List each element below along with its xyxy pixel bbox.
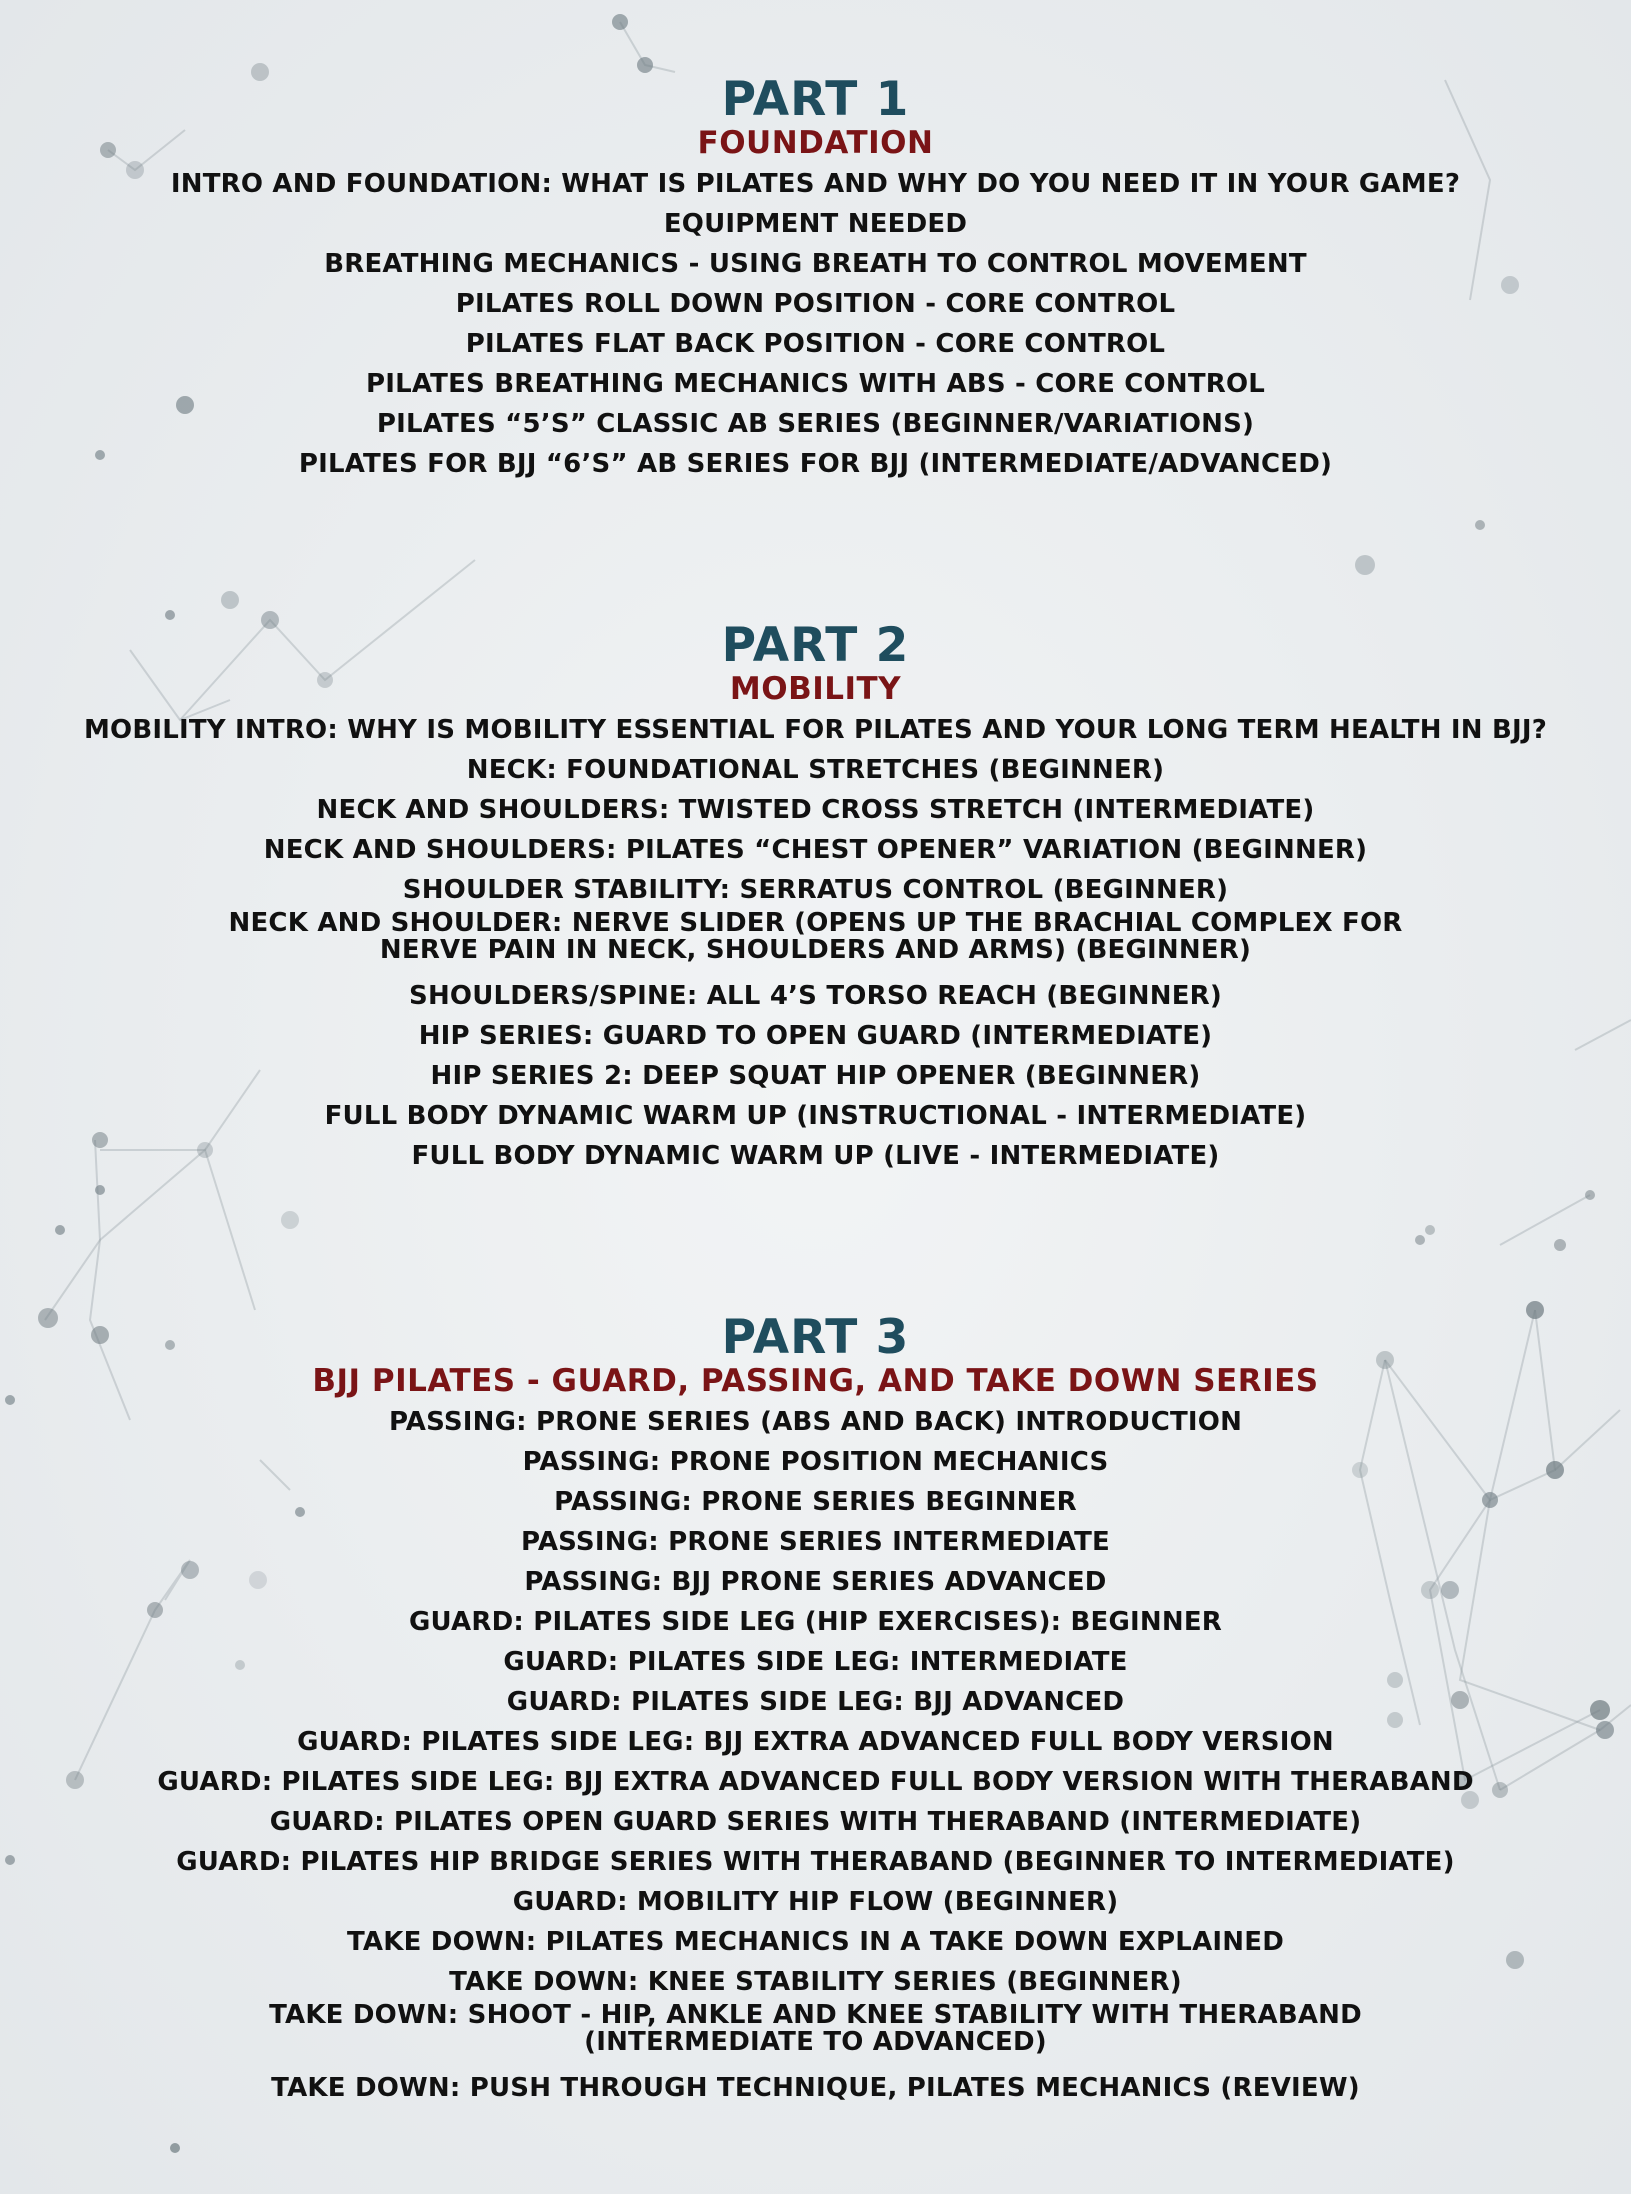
- part-title: PART 2: [721, 618, 910, 673]
- list-item: GUARD: PILATES SIDE LEG (HIP EXERCISES): BEGINNER: [408, 1607, 1223, 1637]
- part-subtitle: BJJ PILATES - GUARD, PASSING, AND TAKE DOWN SERIES: [312, 1363, 1319, 1399]
- list-item: GUARD: PILATES SIDE LEG: BJJ EXTRA ADVANCED FULL BODY VERSION WITH THERABAND: [157, 1767, 1474, 1797]
- list-item: SHOULDERS/SPINE: ALL 4’S TORSO REACH (BEGINNER): [409, 981, 1222, 1011]
- list-item: BREATHING MECHANICS - USING BREATH TO CONTROL MOVEMENT: [324, 249, 1307, 279]
- list-item: PASSING: PRONE SERIES BEGINNER: [554, 1487, 1077, 1517]
- list-item: MOBILITY INTRO: WHY IS MOBILITY ESSENTIAL FOR PILATES AND YOUR LONG TERM HEALTH IN BJJ?: [83, 715, 1548, 745]
- part-title: PART 1: [721, 72, 910, 127]
- list-item: FULL BODY DYNAMIC WARM UP (LIVE - INTERMEDIATE): [411, 1141, 1220, 1171]
- list-item: TAKE DOWN: KNEE STABILITY SERIES (BEGINNER): [449, 1967, 1182, 1997]
- list-item: NECK AND SHOULDER: NERVE SLIDER (OPENS UP THE BRACHIAL COMPLEX FOR NERVE PAIN IN NECK, SHOULDERS AND ARMS) (BEGINNER): [228, 908, 1403, 965]
- list-item: PILATES FOR BJJ “6’S” AB SERIES FOR BJJ (INTERMEDIATE/ADVANCED): [298, 449, 1333, 479]
- list-item: TAKE DOWN: PUSH THROUGH TECHNIQUE, PILATES MECHANICS (REVIEW): [271, 2073, 1360, 2103]
- list-item: NECK AND SHOULDERS: TWISTED CROSS STRETCH (INTERMEDIATE): [316, 795, 1315, 825]
- part-2-section: [0, 620, 1631, 1176]
- list-item: PASSING: PRONE SERIES (ABS AND BACK) INTRODUCTION: [388, 1407, 1243, 1437]
- list-item: PILATES ROLL DOWN POSITION - CORE CONTROL: [455, 289, 1176, 319]
- list-item: SHOULDER STABILITY: SERRATUS CONTROL (BEGINNER): [402, 875, 1229, 905]
- list-item: PASSING: BJJ PRONE SERIES ADVANCED: [524, 1567, 1107, 1597]
- list-item: GUARD: MOBILITY HIP FLOW (BEGINNER): [512, 1887, 1119, 1917]
- list-item: PILATES BREATHING MECHANICS WITH ABS - CORE CONTROL: [365, 369, 1266, 399]
- list-item: PILATES FLAT BACK POSITION - CORE CONTROL: [465, 329, 1166, 359]
- list-item: INTRO AND FOUNDATION: WHAT IS PILATES AND WHY DO YOU NEED IT IN YOUR GAME?: [170, 169, 1461, 199]
- part-1-section: [0, 74, 1631, 484]
- list-item: NECK AND SHOULDERS: PILATES “CHEST OPENER” VARIATION (BEGINNER): [263, 835, 1368, 865]
- part-title: PART 3: [721, 1310, 910, 1365]
- list-item: HIP SERIES 2: DEEP SQUAT HIP OPENER (BEGINNER): [430, 1061, 1201, 1091]
- list-item: GUARD: PILATES OPEN GUARD SERIES WITH THERABAND (INTERMEDIATE): [269, 1807, 1362, 1837]
- list-item: TAKE DOWN: PILATES MECHANICS IN A TAKE DOWN EXPLAINED: [347, 1927, 1284, 1957]
- list-item: EQUIPMENT NEEDED: [663, 209, 968, 239]
- list-item: TAKE DOWN: SHOOT - HIP, ANKLE AND KNEE STABILITY WITH THERABAND (INTERMEDIATE TO ADVANCED): [269, 2000, 1362, 2057]
- list-item: GUARD: PILATES SIDE LEG: INTERMEDIATE: [503, 1647, 1128, 1677]
- part-subtitle: MOBILITY: [729, 671, 902, 707]
- list-item: PILATES “5’S” CLASSIC AB SERIES (BEGINNER/VARIATIONS): [376, 409, 1255, 439]
- list-item: PASSING: PRONE POSITION MECHANICS: [522, 1447, 1109, 1477]
- list-item: GUARD: PILATES SIDE LEG: BJJ EXTRA ADVANCED FULL BODY VERSION: [297, 1727, 1334, 1757]
- list-item: NECK: FOUNDATIONAL STRETCHES (BEGINNER): [466, 755, 1165, 785]
- part-3-section: [0, 1312, 1631, 2108]
- list-item: GUARD: PILATES SIDE LEG: BJJ ADVANCED: [506, 1687, 1125, 1717]
- list-item: HIP SERIES: GUARD TO OPEN GUARD (INTERMEDIATE): [418, 1021, 1213, 1051]
- list-item: FULL BODY DYNAMIC WARM UP (INSTRUCTIONAL - INTERMEDIATE): [324, 1101, 1307, 1131]
- list-item: GUARD: PILATES HIP BRIDGE SERIES WITH THERABAND (BEGINNER TO INTERMEDIATE): [176, 1847, 1455, 1877]
- part-subtitle: FOUNDATION: [697, 125, 934, 161]
- list-item: PASSING: PRONE SERIES INTERMEDIATE: [520, 1527, 1110, 1557]
